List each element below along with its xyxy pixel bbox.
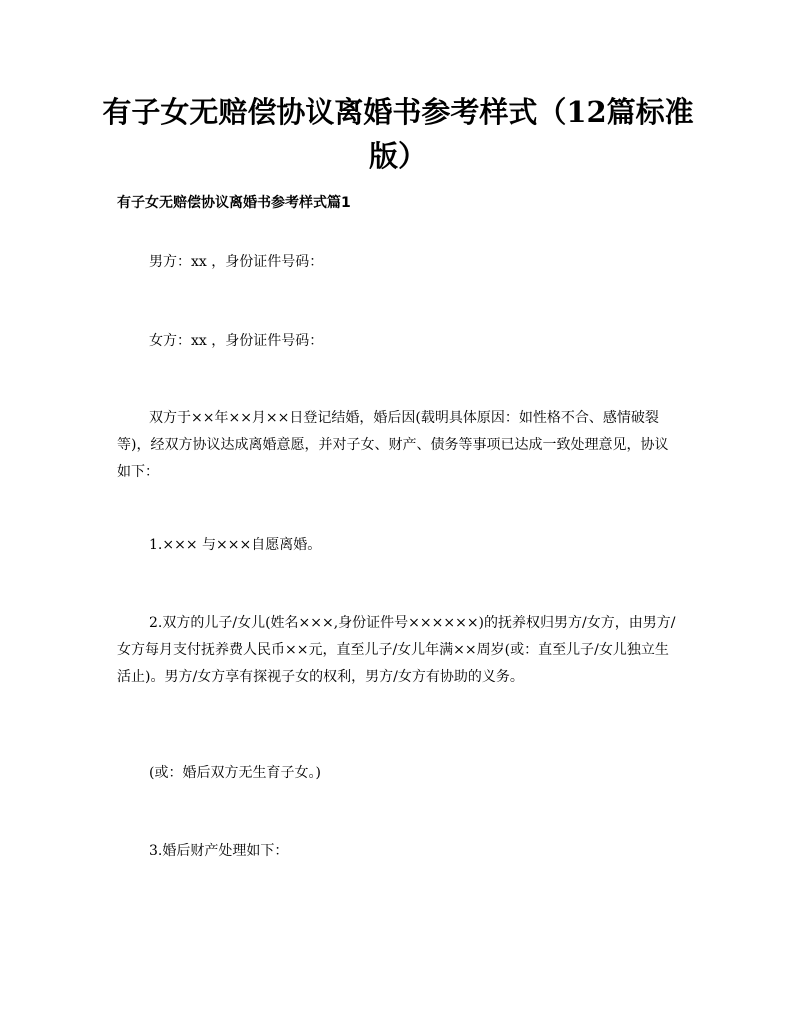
paragraph-husband: 男方：xx ，身份证件号码： bbox=[149, 254, 324, 270]
document-title: 有子女无赔偿协议离婚书参考样式（12篇标准版） bbox=[102, 95, 694, 173]
paragraph-clause-3: 3.婚后财产处理如下： bbox=[149, 843, 289, 859]
paragraph-alternative: (或：婚后双方无生育子女。) bbox=[149, 765, 321, 781]
paragraph-clause-1: 1.××× 与×××自愿离婚。 bbox=[149, 537, 322, 553]
paragraph-wife: 女方：xx ，身份证件号码： bbox=[149, 333, 324, 349]
section-heading: 有子女无赔偿协议离婚书参考样式篇1 bbox=[117, 195, 351, 211]
paragraph-clause-2: 2.双方的儿子/女儿(姓名×××,身份证件号××××××)的抚养权归男方/女方，由男方/女方每月支付抚养费人民币××元，直至儿子/女儿年满××周岁(或：直至儿子/女儿独立生活止)。男方/女方享有探视子女的权利，男方/女方有协助的义务。 bbox=[117, 615, 676, 685]
paragraph-intro: 双方于××年××月××日登记结婚，婚后因(载明具体原因：如性格不合、感情破裂等)，经双方协议达成离婚意愿，并对子女、财产、债务等事项已达成一致处理意见，协议如下： bbox=[117, 410, 669, 480]
